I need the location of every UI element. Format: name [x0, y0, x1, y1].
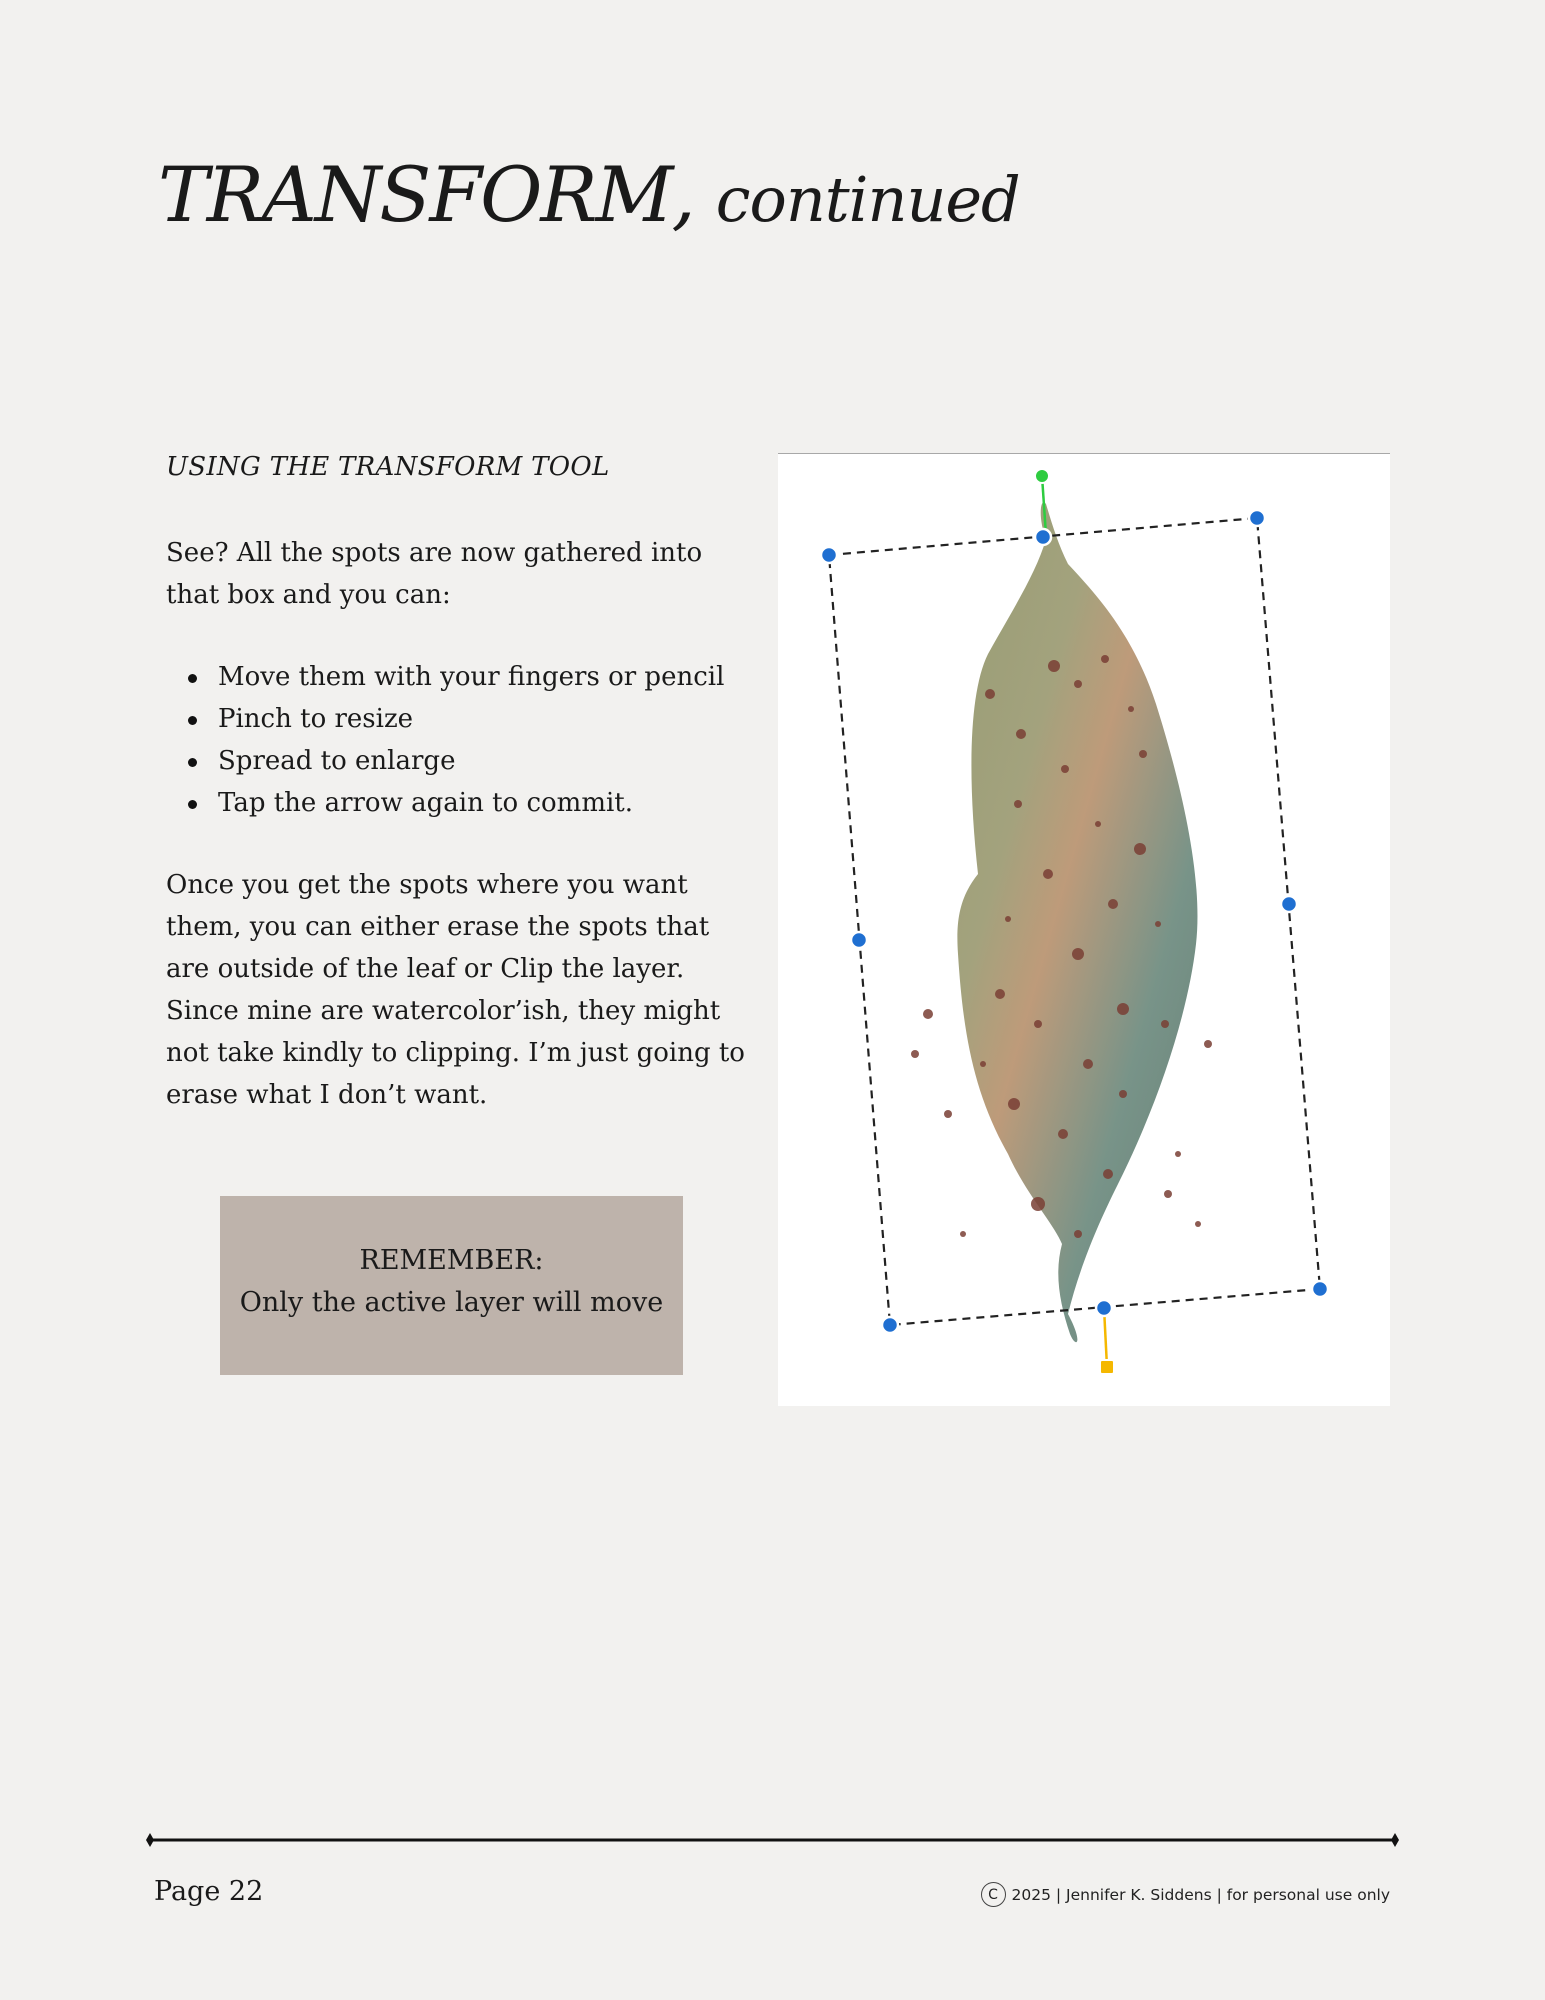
leaf-illustration [778, 454, 1390, 1404]
list-item-text: Spread to enlarge [218, 746, 456, 776]
callout-heading: REMEMBER: [359, 1245, 544, 1276]
copyright-notice [981, 1882, 1390, 1907]
edge-handle-right[interactable] [1281, 896, 1297, 912]
corner-handle-bottom-right[interactable] [1312, 1281, 1328, 1297]
title-main: TRANSFORM, [158, 150, 694, 239]
bullet-icon [188, 716, 197, 725]
instructions-paragraph: Once you get the spots where you want them, you can either erase the spots that are outside of the leaf or Clip the layer. Since mine are watercolor’ish, they might not take kindly to clipping. I’m just going to erase what I don’t want. [166, 870, 745, 1110]
transform-screenshot [778, 453, 1390, 1406]
leaf-shape [957, 502, 1197, 1342]
list-item-text: Pinch to resize [218, 704, 414, 734]
list-item [218, 656, 746, 698]
corner-handle-top-right[interactable] [1249, 510, 1265, 526]
page-title [158, 150, 1020, 239]
copyright-text: 2025 | Jennifer K. Siddens | for personal use only [1011, 1885, 1390, 1904]
copyright-icon: C [981, 1882, 1006, 1907]
footer-divider [140, 1830, 1405, 1850]
title-sub: continued [715, 163, 1020, 236]
edge-handle-top[interactable] [1035, 529, 1051, 545]
content-column [166, 452, 746, 1116]
list-item [218, 740, 746, 782]
bullet-icon [188, 758, 197, 767]
rotate-handle[interactable] [1035, 469, 1049, 483]
list-item-text: Move them with your fingers or pencil [218, 662, 725, 692]
bullet-icon [188, 674, 197, 683]
corner-handle-bottom-left[interactable] [882, 1317, 898, 1333]
edge-handle-bottom[interactable] [1096, 1300, 1112, 1316]
intro-text: See? All the spots are now gathered into that box and you can: [166, 538, 703, 610]
list-item-text: Tap the arrow again to commit. [218, 788, 633, 818]
callout-text: Only the active layer will move [239, 1287, 664, 1318]
section-heading: USING THE TRANSFORM TOOL [166, 452, 610, 482]
page-number: Page 22 [154, 1876, 264, 1907]
list-item [218, 698, 746, 740]
edge-handle-left[interactable] [851, 932, 867, 948]
anchor-handle[interactable] [1100, 1360, 1114, 1374]
bullet-icon [188, 800, 197, 809]
tips-list [166, 656, 746, 824]
corner-handle-top-left[interactable] [821, 547, 837, 563]
remember-callout [220, 1196, 683, 1375]
list-item [218, 782, 746, 824]
